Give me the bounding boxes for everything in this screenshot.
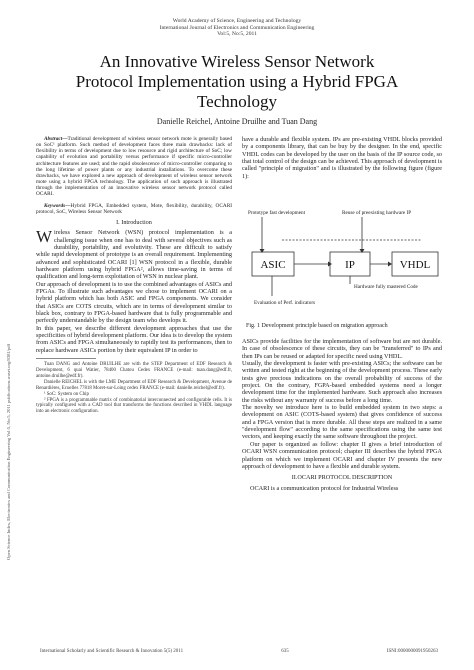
header-line-2: International Journal of Electronics and Communication Engineering (159, 24, 315, 31)
footer-isni: ISNI:0000000091950263 (386, 649, 438, 654)
page-footer (40, 649, 438, 654)
footnote-4: ² FPGA is a programmable matrix of combinatorial interconnected and configurable cells. It is typically configured with a CAD tool that transforms the functions described in VHDL language into an electronic configuration. (36, 397, 232, 415)
keywords-text: Hybrid FPGA, Embedded system, Mote, flexibility, durability, OCARI protocol, SoC, Wireless Sensor Network (36, 202, 232, 215)
keywords-label: Keywords— (44, 202, 71, 209)
fig-annotation-prototype: Prototype fast development (248, 210, 306, 216)
footer-page-number: 635 (281, 649, 289, 654)
migration-figure (242, 204, 442, 319)
right-paragraph-4: The novelty we introduce here is to build embedded system in two steps: a development on ASIC (COTS-based system) that gives confidence of success and a FPGA version that is more durable. All these steps are realized in a same "development flow" according to the same specifications using the same test vectors, and keeping exactly the same software throughout the project. (242, 404, 442, 441)
fig-annotation-reuse: Reuse of preexisting hardware IP (342, 210, 412, 216)
footnotes (36, 362, 232, 415)
figure-caption: Fig. 1 Development principle based on migration approach (246, 323, 388, 329)
paper-title (0, 52, 474, 112)
side-watermark: Open Science Index, Electronics and Communication Engineering Vol:5, No:5, 2011 publications.waset.org/8381/pdf (6, 343, 11, 560)
abstract-label: Abstract— (44, 136, 68, 142)
footnote-3: ¹ SoC: System on Chip (44, 391, 89, 397)
footer-journal: International Scholarly and Scientific Research & Innovation 5(5) 2011 (40, 649, 184, 654)
intro-paragraph-1 (36, 229, 232, 280)
fig-label-asic: ASIC (260, 259, 286, 271)
authors: Danielle Reichel, Antoine Druilhe and Tuan Dang (156, 117, 318, 126)
title-line-3: Technology (196, 92, 277, 111)
footnote-rule (36, 358, 96, 359)
left-column (36, 136, 232, 415)
fig-label-vhdl: VHDL (399, 259, 431, 271)
intro-paragraph-3: In this paper, we describe different development approaches that use the specificities of hybrid development platform. Our idea is to develop the system from ASICs and FPGA simultaneously to rapidly test its performances, then to replace hardware ASICs portion by their equivalent IP in order to (36, 324, 232, 354)
abstract (36, 136, 232, 198)
abstract-text: Traditional development of wireless sensor network mote is generally based on SoC¹ platform. Such method of development faces three main drawbacks: lack of flexibility in terms of development due to low resource and rigid architecture of SoC; low capability of evolution and portability versus performance if specific micro-controller architecture features are used; and the rapid obsolescence of micro-controller comparing to the long lifetime of power plants or any industrial installations. To overcome these drawbacks, we have explored a new approach of development of wireless sensor network mote using a hybrid FPGA technology. The application of such approach is illustrated through the implementation of an innovative wireless sensor network protocol called OCARI. (36, 136, 232, 198)
right-column-top (242, 136, 442, 180)
section-heading-introduction: I. Introduction (116, 218, 152, 226)
fig-annotation-hardware: Hardware fully mastered Code (354, 284, 418, 290)
intro-paragraph-2: Our approach of development is to use the combined advantages of ASICs and FPGAs. To illustrate such advantages we chose to implement OCARI on a hybrid platform which has both ASIC and FPGA components. We consider that ASICs are COTS circuits, which are in terms of development similar to black box, contrary to FPGA-based hardware that is fully programmable and perfectly understandable by the design team who develops it. (36, 280, 232, 325)
right-column-bottom (242, 338, 442, 492)
right-paragraph-5: Our paper is organized as follow: chapter II gives a brief introduction of OCARI WSN communication protocol; chapter III describes the hybrid FPGA platform on which we implement OCARI and chapter IV presents the new approach of development to have a flexible and durable system. (242, 440, 442, 470)
right-paragraph-2: ASICs provide facilities for the implementation of software but are not durable. In case of obsolescence of these circuits, they can be "transferred" to IPs and then IPs can be reused or adapted for specific need using VHDL. (242, 338, 442, 360)
title-line-2: Protocol Implementation using a Hybrid FPGA (75, 72, 399, 91)
header-line-1: World Academy of Science, Engineering and Technology (172, 18, 302, 24)
right-paragraph-1: have a durable and flexible system. IPs are pre-existing VHDL blocks provided by a components library, that can be buy by the designer. In the end, specific VHDL codes can be developed by the user on the basis of the IP source code, so that total control of the design can be achieved. This approach of development is called "principle of migration" and is illustrated by the following figure (figure 1): (242, 136, 442, 180)
keywords (36, 203, 232, 215)
fig-label-ip: IP (345, 259, 355, 271)
section-heading-ocari: II.OCARI PROTOCOL DESCRIPTION (291, 474, 393, 482)
header-line-3: Vol:5, No:5, 2011 (217, 31, 257, 38)
journal-header (0, 18, 474, 38)
footnote-1: Tuan DANG and Antoine DRUILHE are with the STEP Department of EDF Research & Development, 6 quai Watier, 78400 Chatou Cedex FRANCE (e-mail: tuan.dang@edf.fr, antoine.druilhe@edf.fr). (36, 362, 232, 379)
intro-p1-text: ireless Sensor Network (WSN) protocol implementation is a challenging issue when one has to deal with several objectives such as durability, portability, and evolutivity. These are difficult to satisfy while rapid development of prototype is an overall requirement. Implementing advanced and sophisticated OCARI [1] WSN protocol in a flexible, durable hardware platform using hybrid FPGA², allows time-saving in terms of qualification and long-term exploitation of WSN in nuclear plant. (36, 229, 232, 281)
right-paragraph-3: Usually, the development is faster with pre-existing ASICs; the software can be written and tested right at the beginning of the development process. These early tests give precious indications on the overall probability of success of the project. On the contrary, FGPA-based embedded systems need a longer development time for the implemented hardware. Such approach also increases the risks without any warranty of success before a long time. (242, 360, 442, 404)
title-line-1: An Innovative Wireless Sensor Network (99, 52, 375, 71)
right-paragraph-6: OCARI is a communication protocol for Industrial Wireless (250, 484, 399, 492)
fig-arrowhead-2 (388, 262, 392, 267)
footnote-2: Danielle REICHEL is with the LME Department of EDF Research & Development, Avenue de Renardières, Ecuelles 77818 Moret-sur-Loing cedex FRANCE (e-mail: danielle.reichel@edf.fr). (36, 379, 232, 391)
fig-annotation-evaluation: Evaluation of Perf. indicators (254, 300, 316, 306)
drop-cap: W (36, 227, 53, 247)
